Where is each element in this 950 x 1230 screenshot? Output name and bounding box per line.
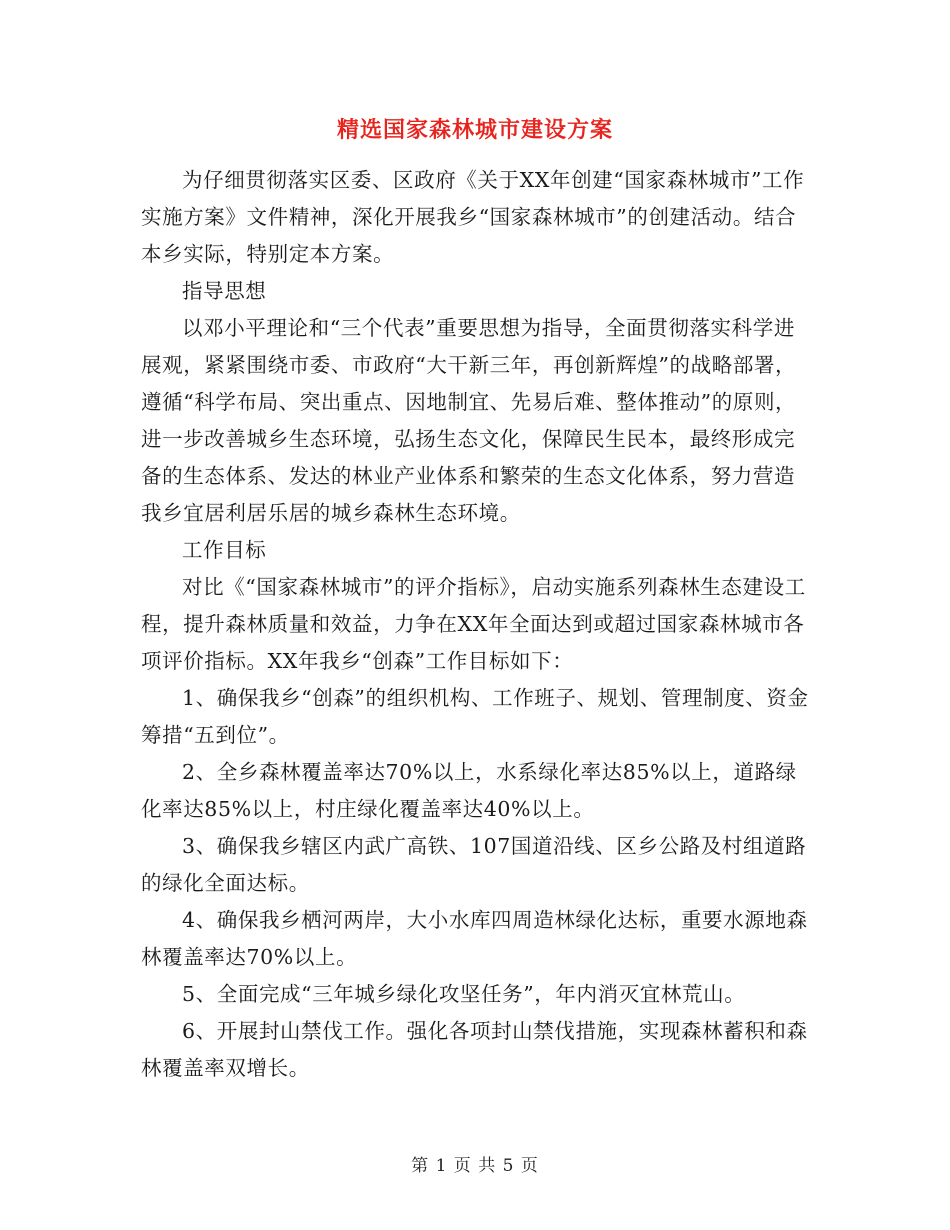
document-body <box>141 162 809 1087</box>
guiding-ideology-paragraph: 以邓小平理论和“三个代表”重要思想为指导，全面贯彻落实科学进展观，紧紧围绕市委、市政府“大干新三年，再创新辉煌”的战略部署，遵循“科学布局、突出重点、因地制宜、先易后难、整体推动”的原则，进一步改善城乡生态环境，弘扬生态文化，保障民生民本，最终形成完备的生态体系、发达的林业产业体系和繁荣的生态文化体系，努力营造我乡宜居利居乐居的城乡森林生态环境。 <box>141 316 797 525</box>
page-number-label: 第 1 页 共 5 页 <box>411 1156 539 1176</box>
page-footer <box>0 1152 950 1180</box>
goal-item-6: 6、开展封山禁伐工作。强化各项封山禁伐措施，实现森林蓄积和森林覆盖率双增长。 <box>141 1019 808 1080</box>
goal-item-5: 5、全面完成“三年城乡绿化攻坚任务”，年内消灭宜林荒山。 <box>182 982 746 1006</box>
intro-paragraph: 为仔细贯彻落实区委、区政府《关于XX年创建“国家森林城市”工作实施方案》文件精神，深化开展我乡“国家森林城市”的创建活动。结合本乡实际，特别定本方案。 <box>141 168 805 266</box>
section-heading-work-goals: 工作目标 <box>182 538 267 562</box>
goal-item-4: 4、确保我乡栖河两岸，大小水库四周造林绿化达标，重要水源地森林覆盖率达70%以上。 <box>141 908 808 969</box>
goal-item-2: 2、全乡森林覆盖率达70%以上，水系绿化率达85%以上，道路绿化率达85%以上，村庄绿化覆盖率达40%以上。 <box>141 760 797 821</box>
document-title: 精选国家森林城市建设方案 <box>336 117 613 143</box>
goal-item-1: 1、确保我乡“创森”的组织机构、工作班子、规划、管理制度、资金筹措“五到位”。 <box>141 686 809 747</box>
section-heading-guiding-ideology: 指导思想 <box>182 279 267 303</box>
goal-item-3: 3、确保我乡辖区内武广高铁、107国道沿线、区乡公路及村组道路的绿化全面达标。 <box>141 834 807 895</box>
work-goals-paragraph: 对比《“国家森林城市”的评介指标》，启动实施系列森林生态建设工程，提升森林质量和效益，力争在XX年全面达到或超过国家森林城市各项评价指标。XX年我乡“创森”工作目标如下： <box>141 575 806 673</box>
